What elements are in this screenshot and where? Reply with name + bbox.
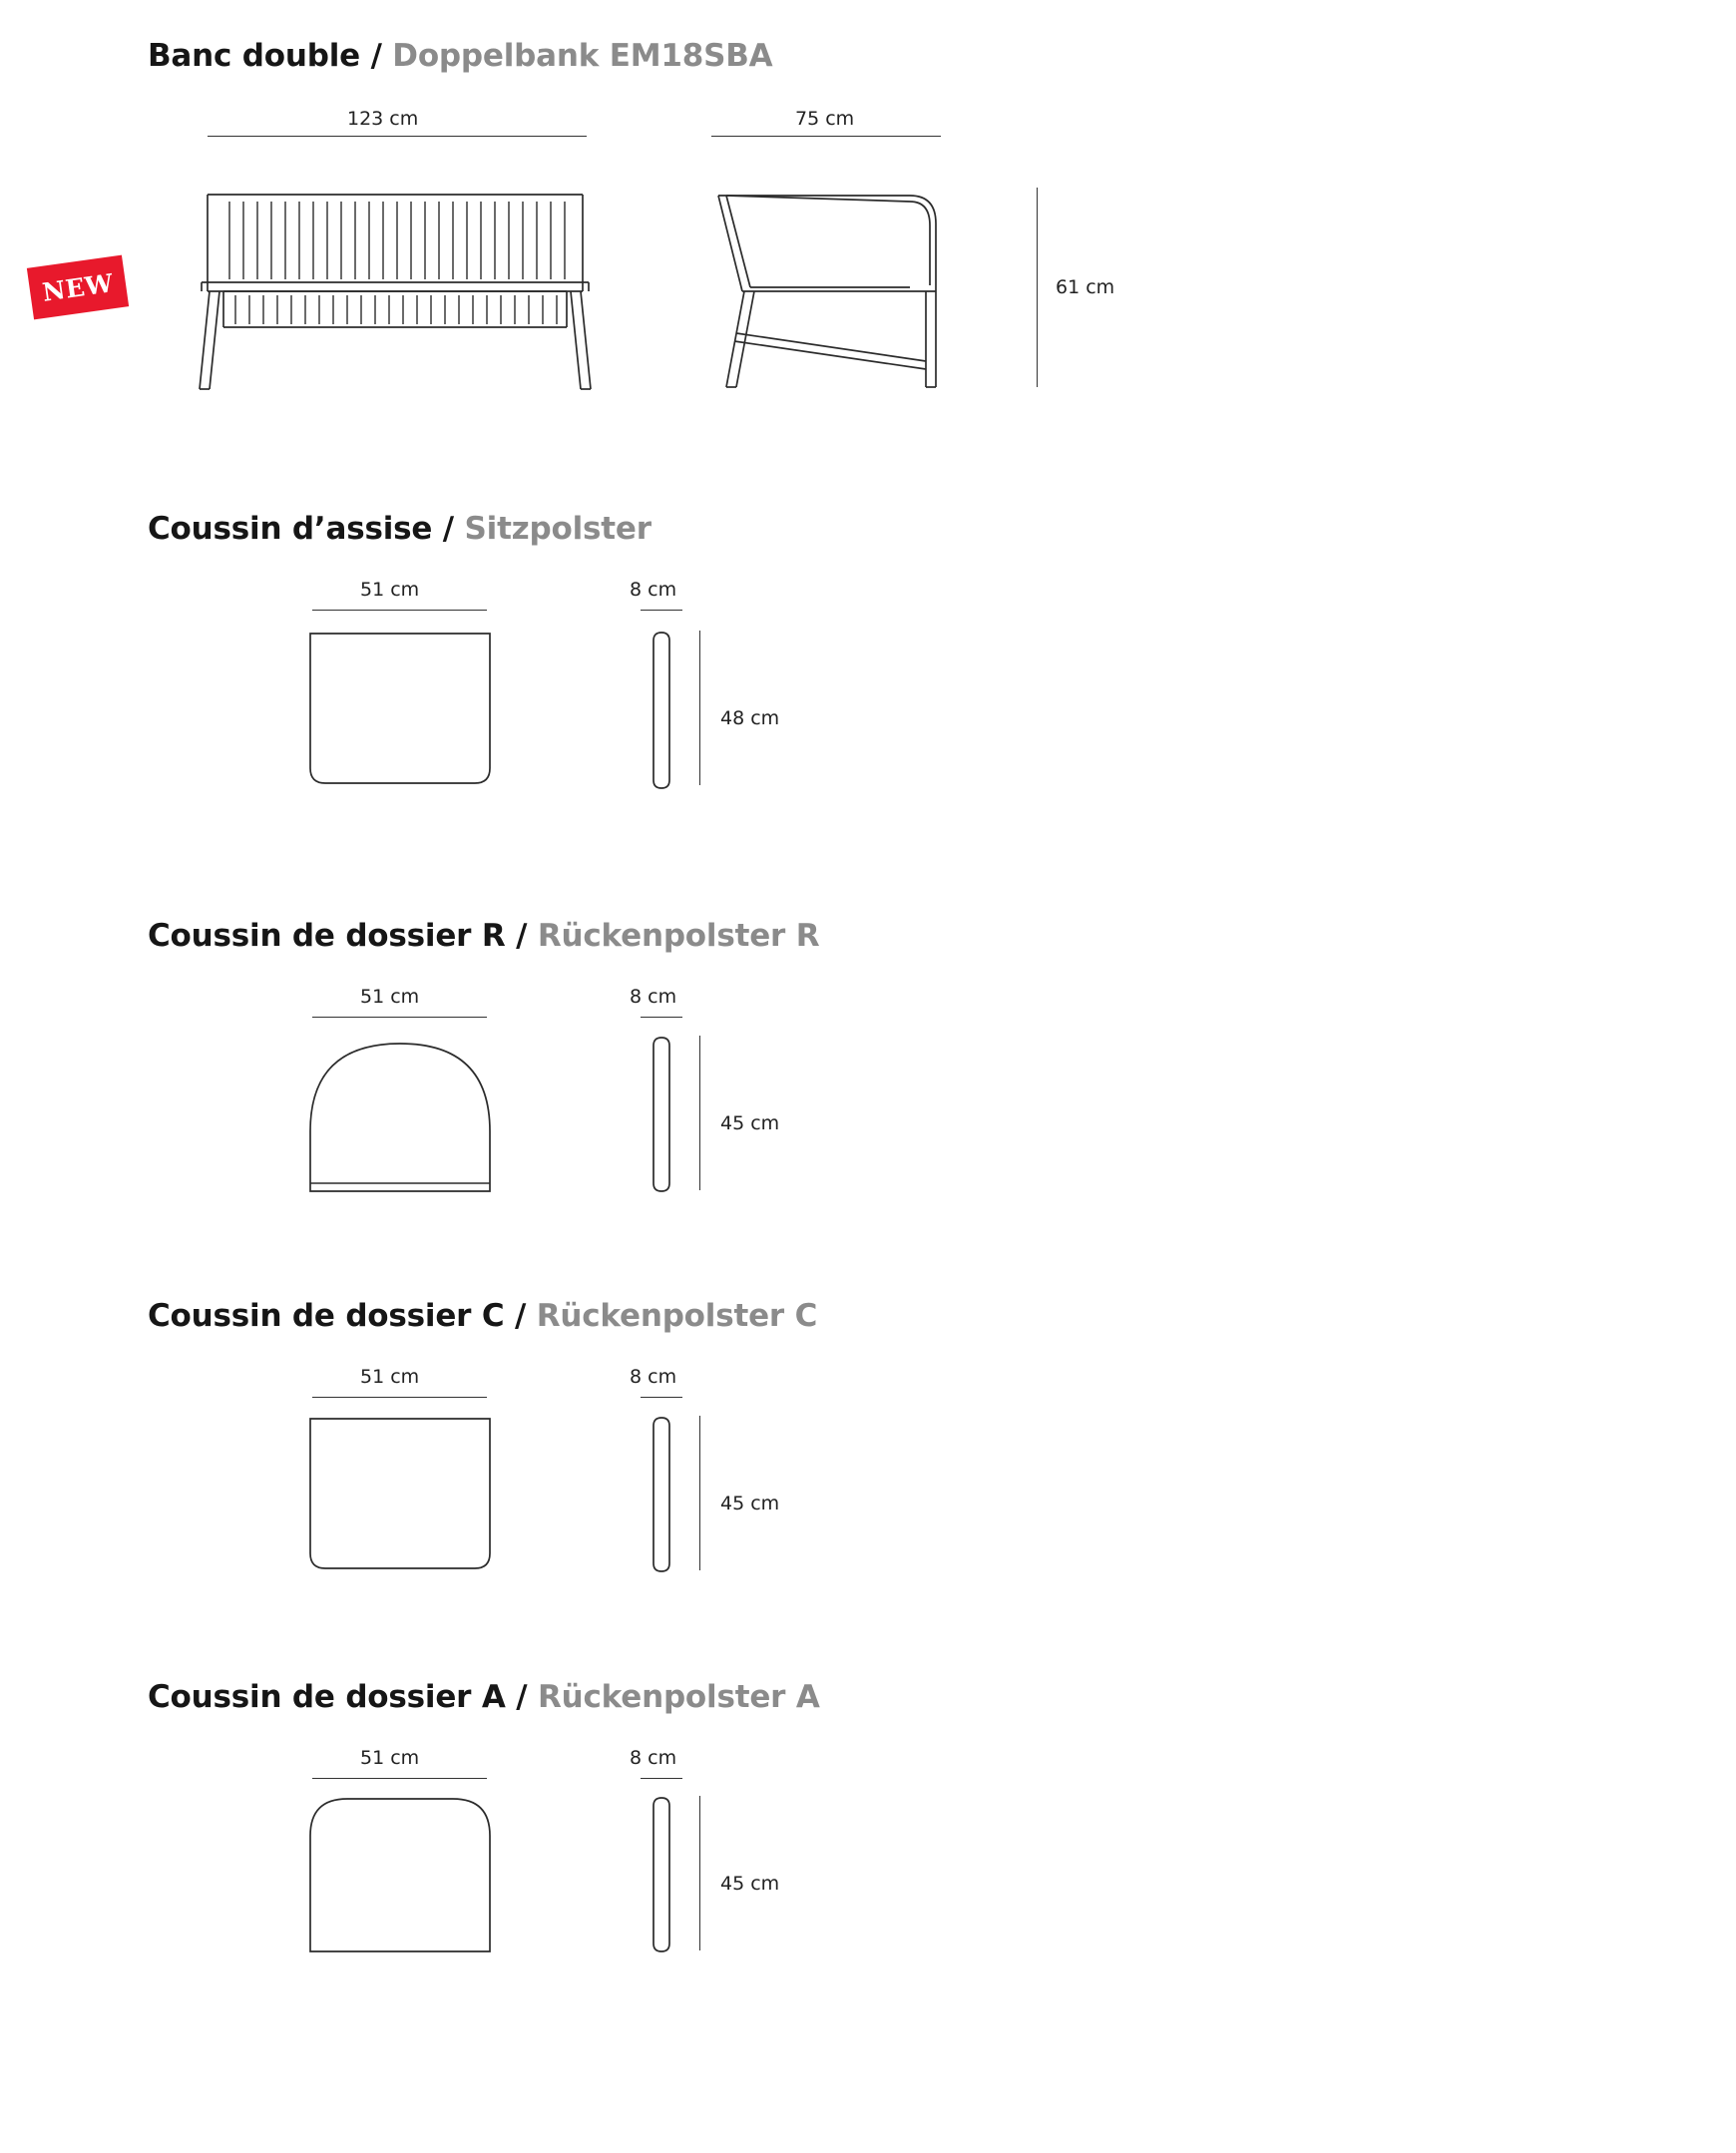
dim-dossier-a-height: 45 cm (720, 1873, 780, 1895)
dim-dossier-r-height: 45 cm (720, 1112, 780, 1134)
new-badge-label: NEW (40, 267, 116, 307)
backrest-a-front-drawing (305, 1794, 495, 1958)
dim-rule-dossier-a-width (312, 1778, 487, 1779)
dim-rule-assise-thickness (641, 610, 682, 611)
section-title-banc-double (148, 38, 772, 74)
seat-cushion-side-drawing (644, 631, 683, 792)
backrest-c-side-drawing (644, 1416, 683, 1575)
section-title-fr: Coussin de dossier C (148, 1298, 505, 1334)
section-title-coussin-dossier-r (148, 918, 819, 954)
section-title-de: Rückenpolster A (537, 1679, 820, 1715)
section-title-separator: / (370, 38, 393, 74)
new-badge (27, 255, 129, 320)
dim-banc-depth: 75 cm (795, 108, 855, 130)
dim-rule-assise-width (312, 610, 487, 611)
dim-dossier-c-height: 45 cm (720, 1493, 780, 1514)
section-title-de: Rückenpolster C (536, 1298, 818, 1334)
dim-rule-dossier-r-width (312, 1017, 487, 1018)
section-title-coussin-dossier-c (148, 1298, 817, 1334)
dim-dossier-r-width: 51 cm (360, 986, 420, 1008)
dim-rule-banc-depth (711, 136, 941, 137)
section-title-de: Sitzpolster (464, 511, 651, 547)
dim-rule-dossier-c-thickness (641, 1397, 682, 1398)
section-title-fr: Coussin d’assise (148, 511, 433, 547)
dim-rule-dossier-r-thickness (641, 1017, 682, 1018)
section-title-fr: Banc double (148, 38, 360, 74)
section-title-de: Rückenpolster R (537, 918, 820, 954)
section-title-coussin-dossier-a (148, 1679, 820, 1715)
section-title-de: Doppelbank EM18SBA (392, 38, 773, 74)
dim-rule-dossier-c-width (312, 1397, 487, 1398)
backrest-a-side-drawing (644, 1796, 683, 1955)
dim-banc-height: 61 cm (1056, 276, 1115, 298)
section-title-fr: Coussin de dossier R (148, 918, 506, 954)
dim-rule-dossier-r-height (699, 1036, 700, 1190)
dim-rule-banc-width (208, 136, 587, 137)
bench-side-view-drawing (704, 180, 964, 394)
dim-assise-width: 51 cm (360, 579, 420, 601)
section-title-coussin-assise (148, 511, 651, 547)
backrest-r-front-drawing (305, 1034, 495, 1198)
dim-rule-assise-depth (699, 631, 700, 785)
seat-cushion-top-drawing (305, 629, 495, 793)
dim-rule-banc-height (1037, 188, 1038, 387)
section-title-separator: / (514, 1298, 537, 1334)
section-title-fr: Coussin de dossier A (148, 1679, 506, 1715)
backrest-r-side-drawing (644, 1036, 683, 1195)
dim-rule-dossier-c-height (699, 1416, 700, 1570)
dim-banc-width: 123 cm (347, 108, 419, 130)
dim-assise-thickness: 8 cm (630, 579, 677, 601)
dim-rule-dossier-a-height (699, 1796, 700, 1950)
dim-assise-depth: 48 cm (720, 707, 780, 729)
section-title-separator: / (442, 511, 465, 547)
dim-dossier-c-width: 51 cm (360, 1366, 420, 1388)
dim-dossier-a-width: 51 cm (360, 1747, 420, 1769)
dim-rule-dossier-a-thickness (641, 1778, 682, 1779)
backrest-c-front-drawing (305, 1414, 495, 1578)
section-title-separator: / (516, 1679, 538, 1715)
dim-dossier-c-thickness: 8 cm (630, 1366, 677, 1388)
bench-front-view-drawing (196, 180, 595, 394)
section-title-separator: / (516, 918, 538, 954)
dim-dossier-a-thickness: 8 cm (630, 1747, 677, 1769)
dim-dossier-r-thickness: 8 cm (630, 986, 677, 1008)
